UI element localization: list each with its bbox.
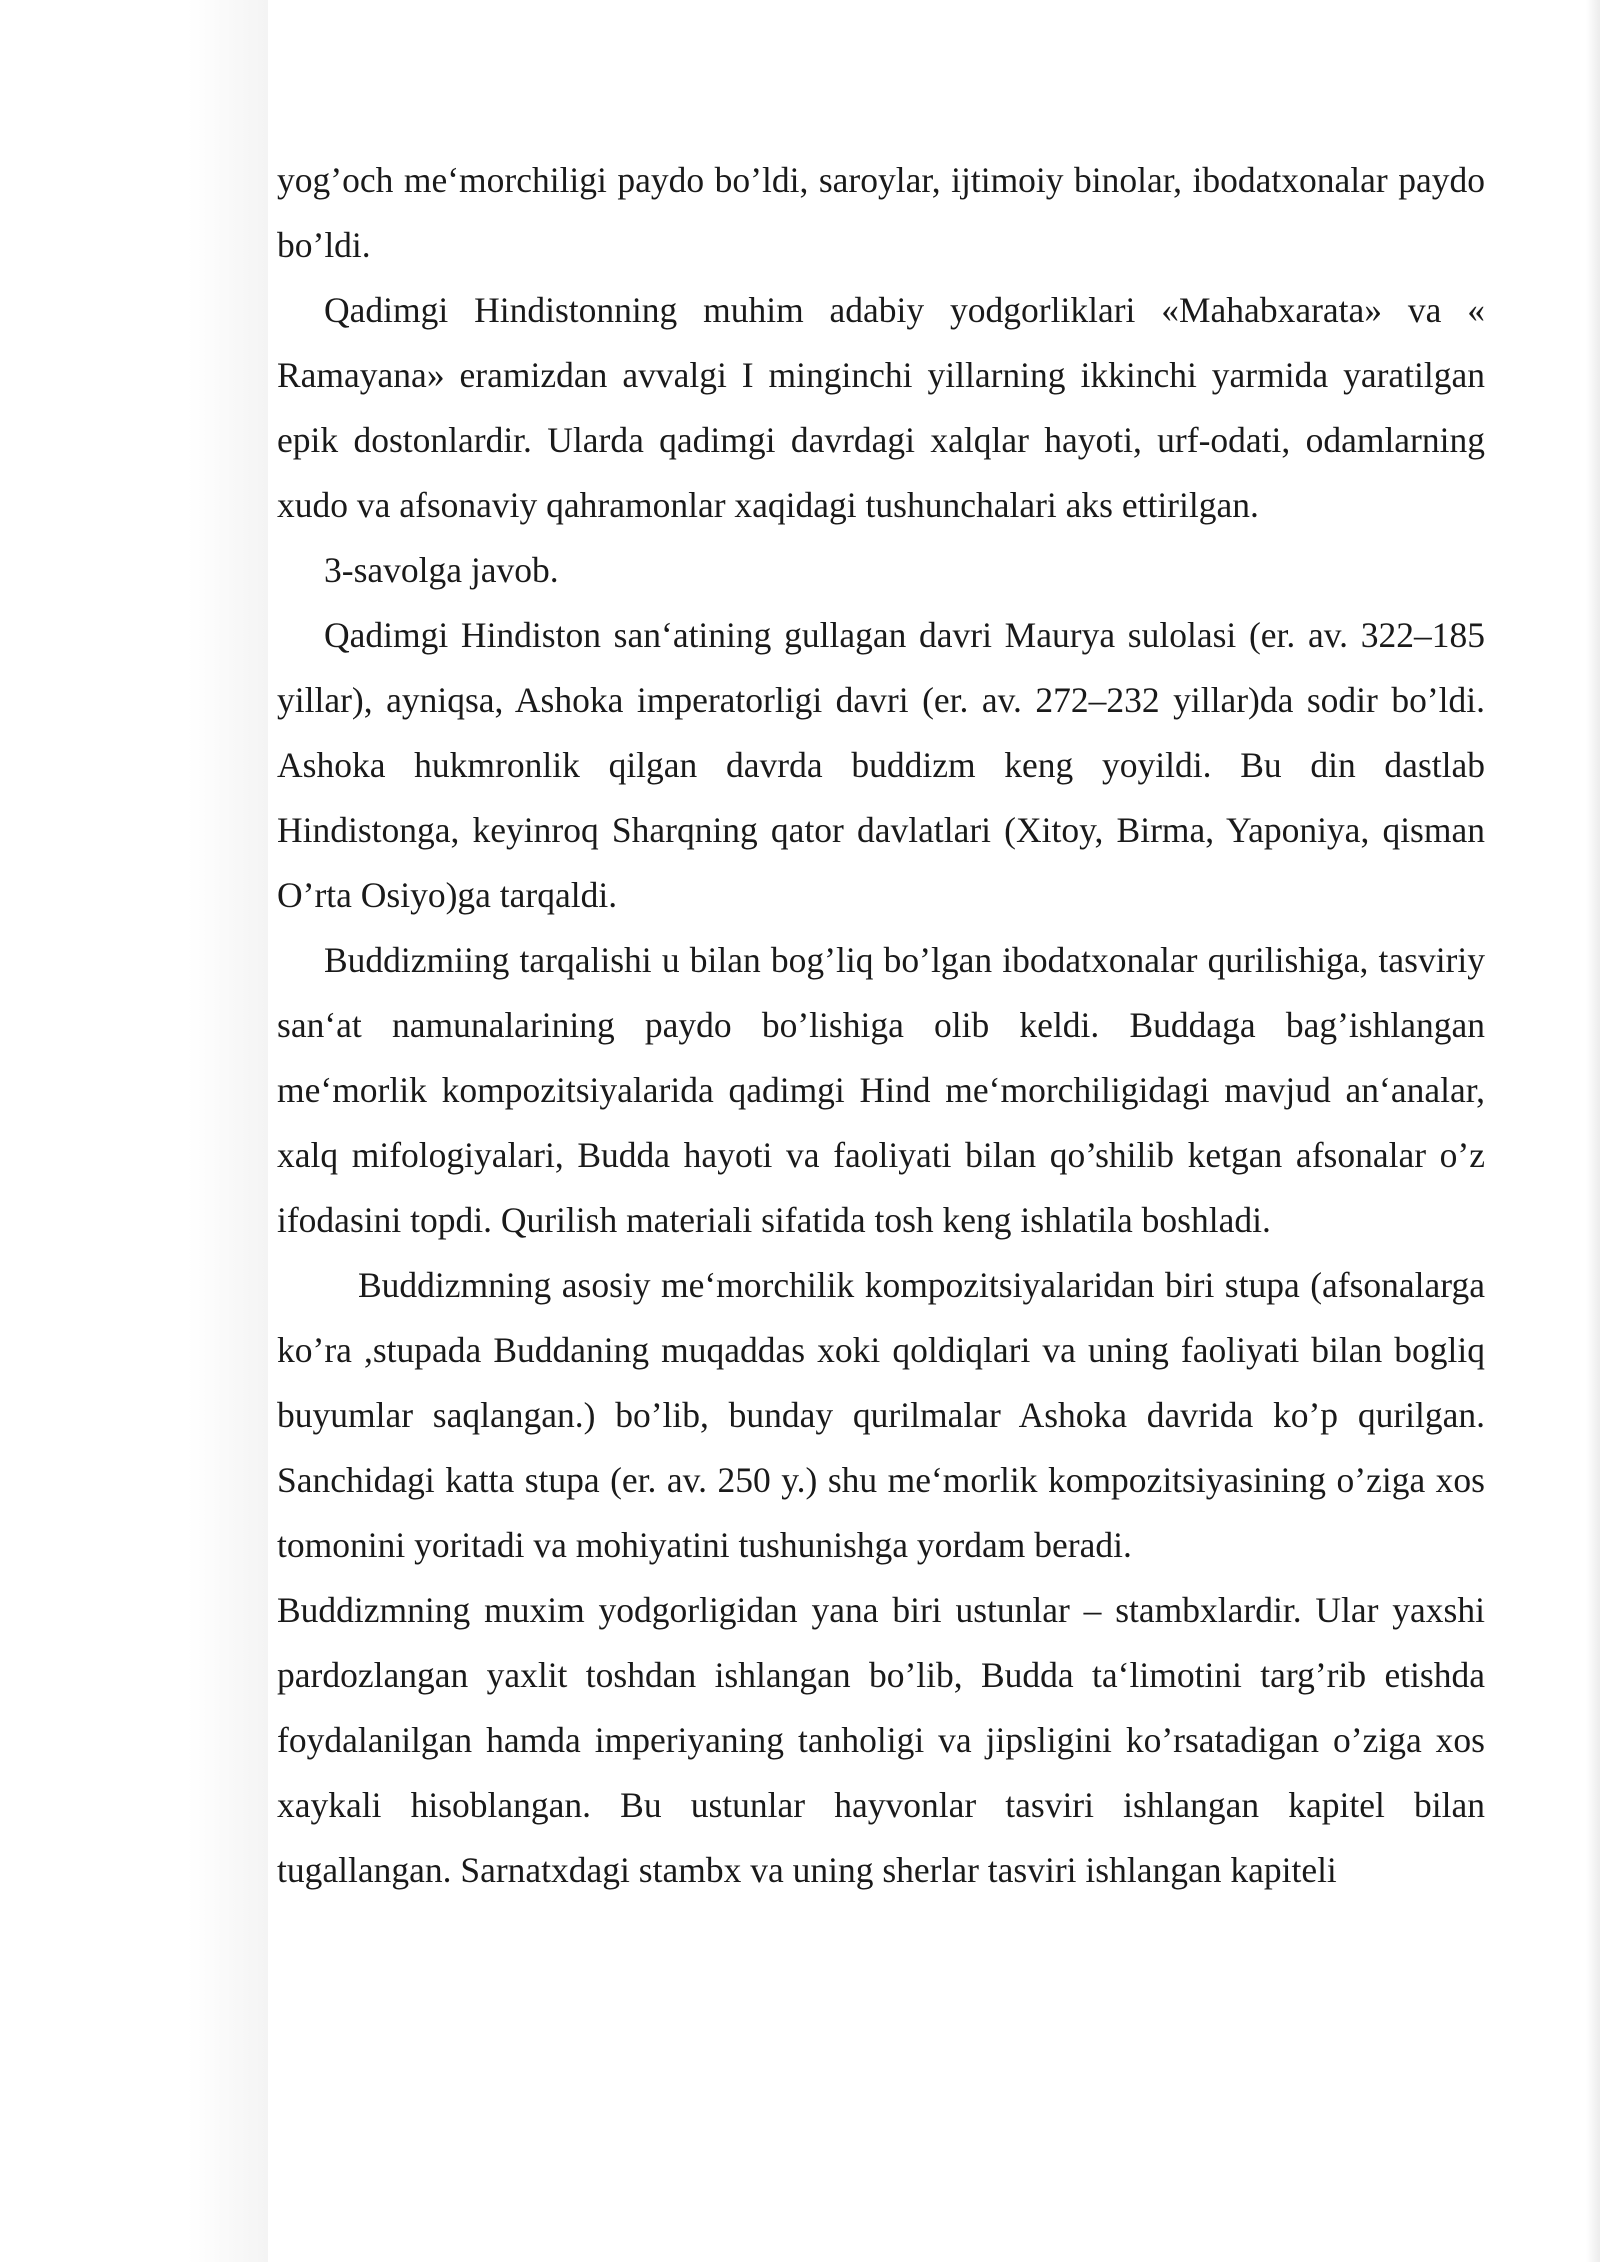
- paragraph-buddhism-spread: Buddizmiing tarqalishi u bilan bog’liq bo’lgan ibodatxonalar qurilishiga, tasviriy san‘at namunalarining paydo bo’lishiga olib keldi. Buddaga bag’ishlangan me‘morlik kompozitsiyalarida qadimgi Hind me‘morchiligidagi mavjud an‘analar, xalq mifologiyalari, Budda hayoti va faoliyati bilan qo’shilib ketgan afsonalar o’z ifodasini topdi. Qurilish materiali sifatida tosh keng ishlatila boshladi.: [277, 940, 1485, 1240]
- page-margin-shade: [0, 0, 268, 2262]
- page-edge-shade: [1586, 0, 1600, 2262]
- paragraph-maurya: Qadimgi Hindiston san‘atining gullagan davri Maurya sulolasi (er. av. 322–185 yillar), ayniqsa, Ashoka imperatorligi davri (er. av. 272–232 yillar)da sodir bo’ldi. Ashoka hukmronlik qilgan davrda buddizm keng yoyildi. Bu din dastlab Hindistonga, keyinroq Sharqning qator davlatlari (Xitoy, Birma, Yaponiya, qisman O’rta Osiyo)ga tarqaldi.: [277, 615, 1485, 915]
- paragraph-stambha: Buddizmning muxim yodgorligidan yana biri ustunlar – stambxlardir. Ular yaxshi pardozlangan yaxlit toshdan ishlangan bo’lib, Budda ta‘limotini targ’rib etishda foydalanilgan hamda imperiyaning tanholigi va jipsligini ko’rsatadigan o’ziga xos xaykali hisoblangan. Bu ustunlar hayvonlar tasviri ishlangan kapitel bilan tugallangan. Sarnatxdagi stambx va uning sherlar tasviri ishlangan kapiteli: [277, 1590, 1485, 1890]
- document-body: [277, 148, 1485, 1903]
- paragraph-stupa: Buddizmning asosiy me‘morchilik kompozitsiyalaridan biri stupa (afsonalarga ko’ra ,stupada Buddaning muqaddas xoki qoldiqlari va uning faoliyati bilan bogliq buyumlar saqlangan.) bo’lib, bunday qurilmalar Ashoka davrida ko’p qurilgan. Sanchidagi katta stupa (er. av. 250 y.) shu me‘morlik kompozitsiyasining o’ziga xos tomonini yoritadi va mohiyatini tushunishga yordam beradi.: [277, 1265, 1485, 1565]
- section-heading-answer-3: 3-savolga javob.: [324, 550, 559, 590]
- paragraph-epics: Qadimgi Hindistonning muhim adabiy yodgorliklari «Mahabxarata» va « Ramayana» eramizdan avvalgi I minginchi yillarning ikkinchi yarmida yaratilgan epik dostonlardir. Ularda qadimgi davrdagi xalqlar hayoti, urf-odati, odamlarning xudo va afsonaviy qahramonlar xaqidagi tushunchalari aks ettirilgan.: [277, 290, 1485, 525]
- paragraph-continuation: yog’och me‘morchiligi paydo bo’ldi, saroylar, ijtimoiy binolar, ibodatxonalar paydo bo’ldi.: [277, 160, 1485, 265]
